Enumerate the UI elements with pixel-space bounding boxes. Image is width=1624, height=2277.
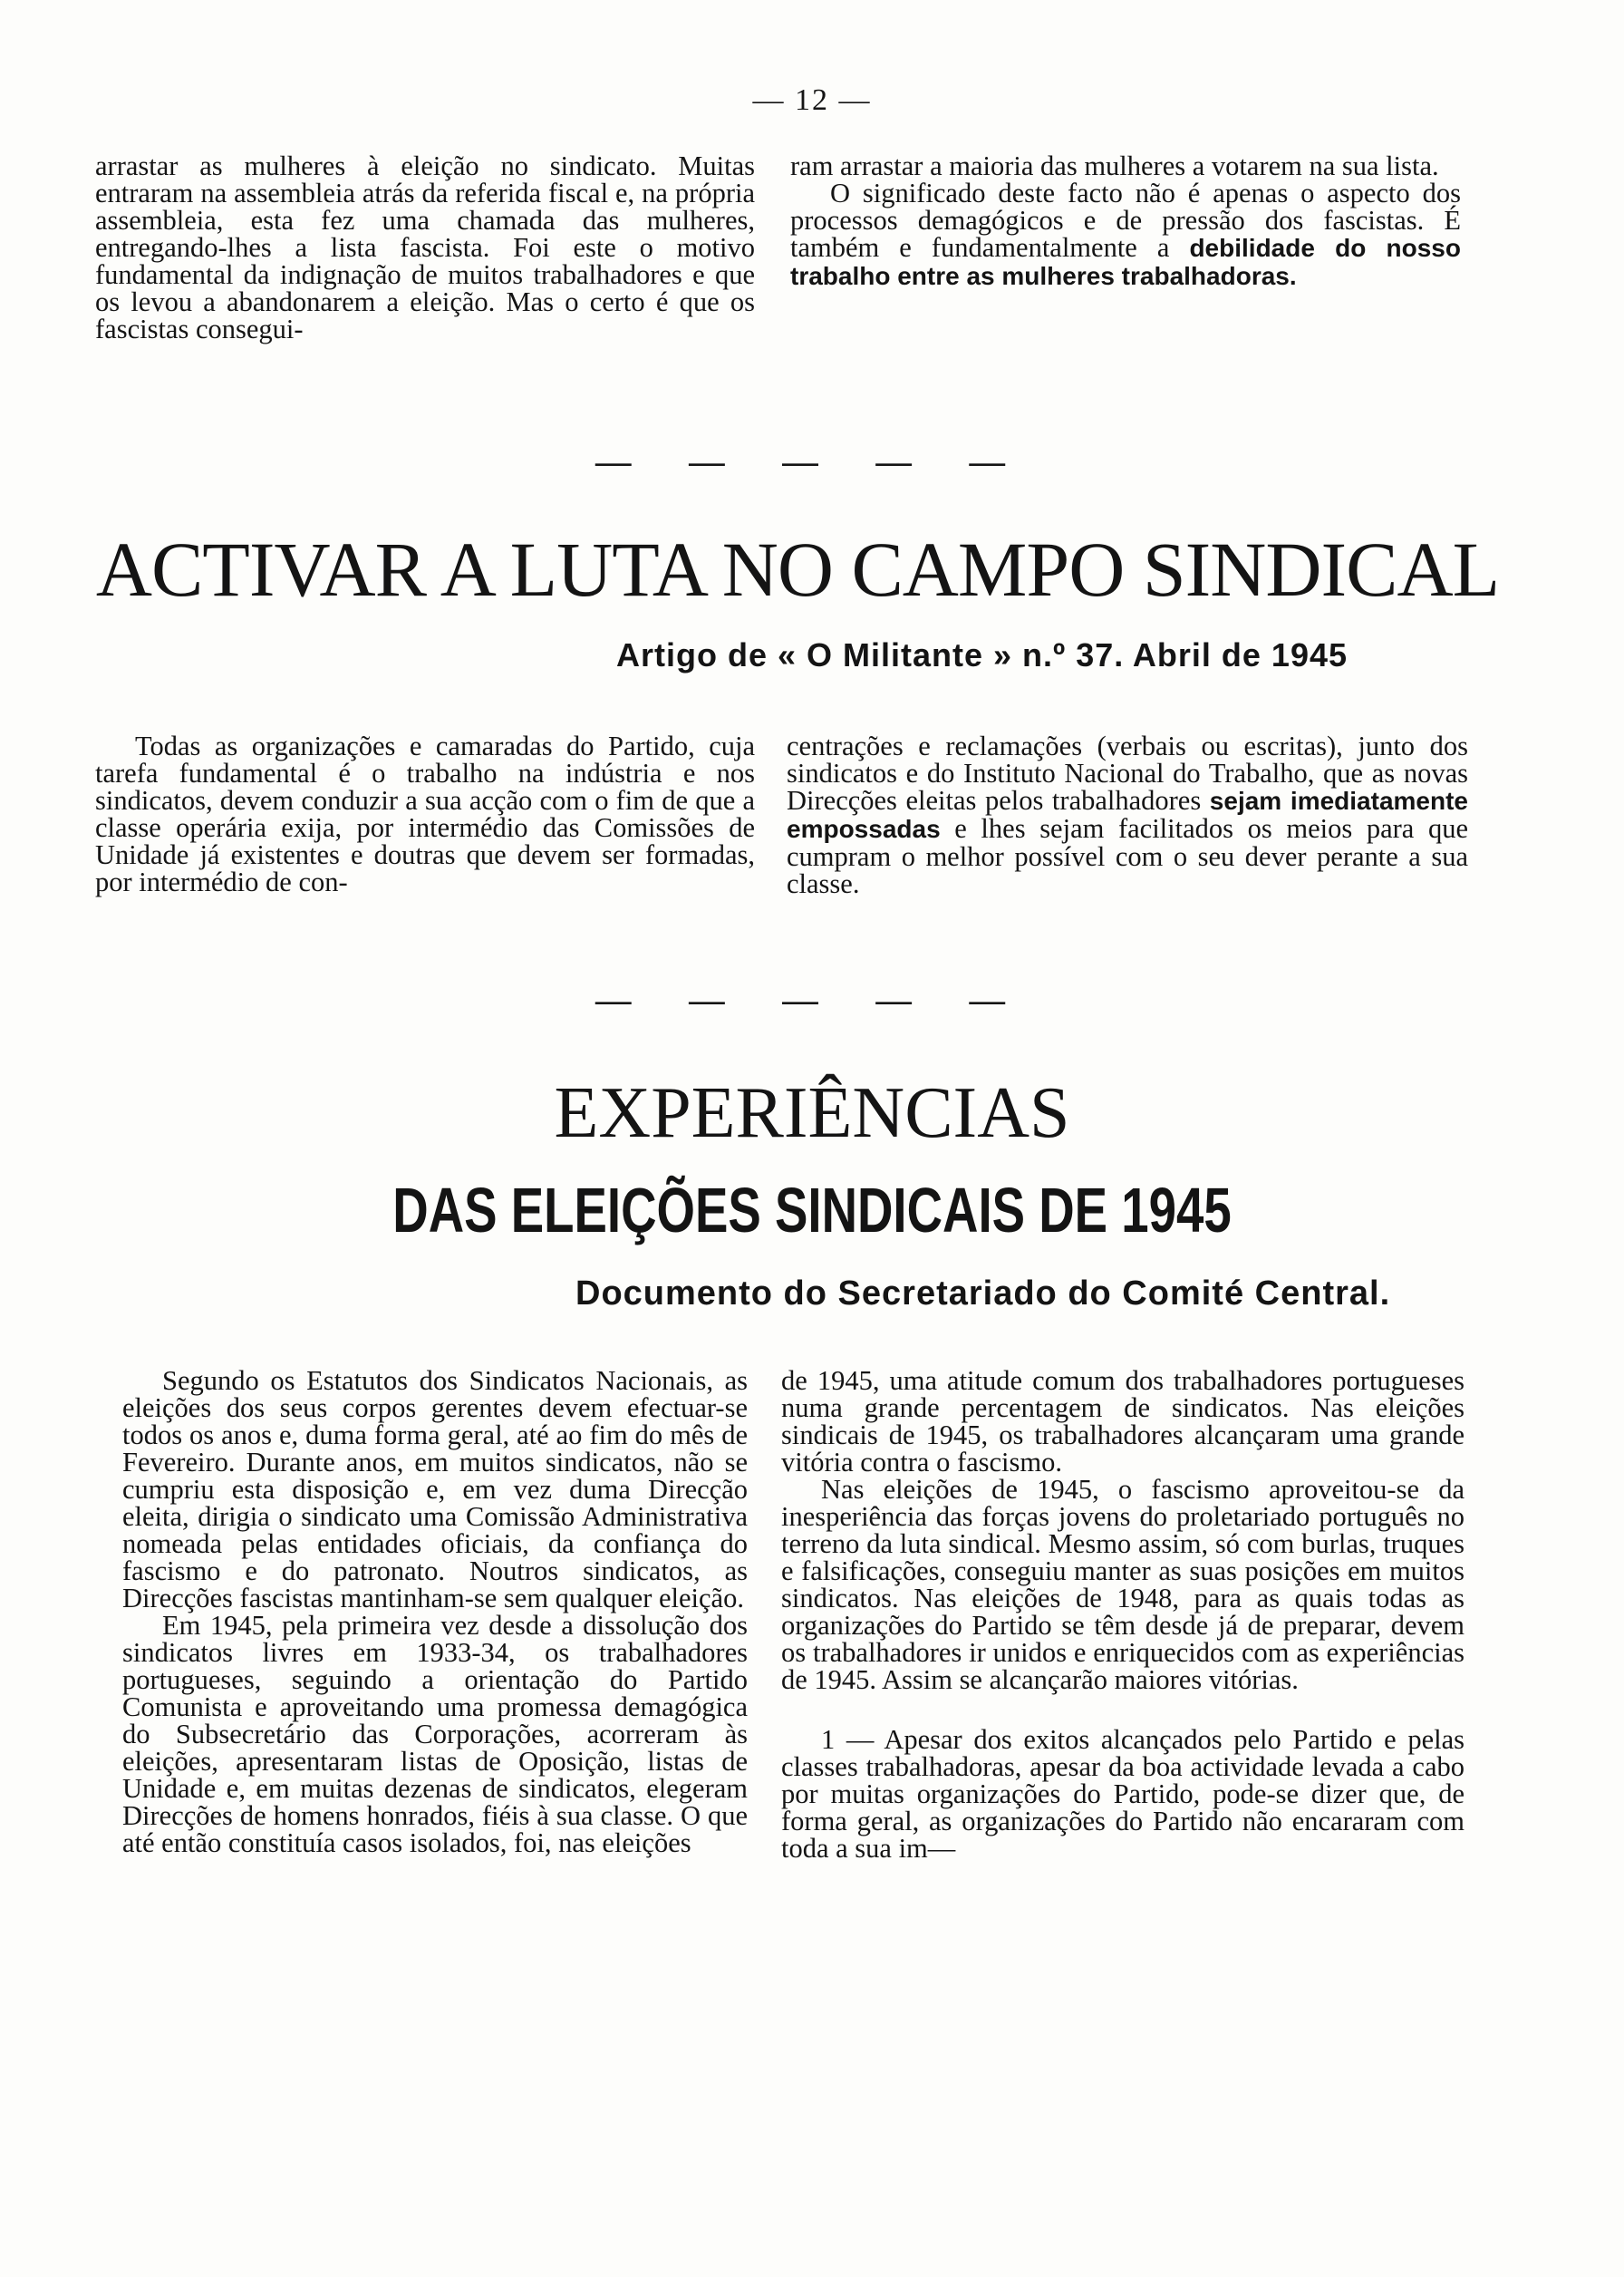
paragraph-text: centrações e reclamações (verbais ou escritas), junto dos sindicatos e do Instituto Nacional do Trabalho, que as novas Direcções eleitas pelos trabalhadores: [787, 731, 1468, 816]
paragraph-text: e lhes sejam facilitados os meios para que cumpram o melhor possível com o seu dever perante a sua classe.: [787, 813, 1468, 899]
paragraph: [787, 732, 1468, 897]
paragraph: Em 1945, pela primeira vez desde a dissolução dos sindicatos livres em 1933-34, os trabalhadores portugueses, seguindo a orientação do Partido Comunista e aproveitando uma promessa demagógica do Subsecretário das Corporações, acorreram às eleições, apresentaram listas de Oposição, listas de Unidade e, em muitas dezenas de sindicatos, elegeram Direcções de homens honrados, fiéis à sua classe. O que até então constituía casos isolados, foi, nas eleições: [122, 1610, 748, 1858]
article2-left-column: [122, 1367, 748, 1856]
paragraph: Nas eleições de 1945, o fascismo aproveitou-se da inesperiência das forças jovens do proletariado português no terreno da luta sindical. Mesmo assim, só com burlas, truques e falsificações, conseguiu manter as suas posições em muitos sindicatos. Nas eleições de 1948, para as quais todas as organizações do Partido se têm desde já de preparar, devem os trabalhadores ir unidos e enriquecidos com as experiências de 1945. Assim se alcançarão maiores vitórias.: [781, 1474, 1464, 1695]
page-number: — 12 —: [752, 83, 872, 117]
emphasis-text: sejam imediatamente empossadas: [787, 787, 1468, 843]
paragraph: ram arrastar a maioria das mulheres a votarem na sua lista.: [790, 150, 1439, 181]
paragraph: de 1945, uma atitude comum dos trabalhadores portugueses numa grande percentagem de sindicatos. Nas eleições sindicais de 1945, os trabalhadores alcançaram uma grande vitória contra o fascismo.: [781, 1365, 1464, 1478]
paragraph: Todas as organizações e camaradas do Partido, cuja tarefa fundamental é o trabalho na indústria e nos sindicatos, devem conduzir a sua acção com o fim de que a classe operária exija, por intermédio das Comissões de Unidade já existentes e doutras que devem ser formadas, por intermédio de con-: [95, 731, 755, 897]
emphasis-text: debilidade do nosso trabalho entre as mulheres trabalhadoras.: [790, 234, 1461, 290]
article-title: ACTIVAR A LUTA NO CAMPO SINDICAL: [95, 526, 1500, 613]
paragraph: Segundo os Estatutos dos Sindicatos Nacionais, as eleições dos seus corpos gerentes devem efectuar-se todos os anos e, duma forma geral, até ao fim do mês de Fevereiro. Durante anos, em muitos sindicatos, não se cumpriu esta disposição e, em vez duma Direcção eleita, dirigia o sindicato uma Comissão Administrativa nomeada pelas entidades oficiais, da confiança do fascismo e do patronato. Noutros sindicatos, as Direcções fascistas mantinham-se sem qualquer eleição.: [122, 1365, 748, 1613]
top-left-column: [95, 152, 755, 343]
article1-left-column: [95, 732, 755, 896]
article-source: Artigo de « O Militante » n.º 37. Abril de 1945: [616, 636, 1348, 673]
article-title-line1: EXPERIÊNCIAS: [554, 1073, 1070, 1153]
section-separator: — — — — —: [594, 981, 1030, 1021]
paragraph: arrastar as mulheres à eleição no sindicato. Muitas entraram na assembleia atrás da referida fiscal e, na própria assembleia, esta fez uma chamada das mulheres, entregando-lhes a lista fascista. Foi este o motivo fundamental da indignação de muitos trabalhadores e que os levou a abandonarem a eleição. Mas o certo é que os fascistas consegui-: [95, 150, 755, 344]
article-source: Documento do Secretariado do Comité Central.: [575, 1274, 1391, 1313]
paragraph: 1 — Apesar dos exitos alcançados pelo Partido e pelas classes trabalhadoras, apesar da boa actividade levada a cabo por muitas organizações do Partido, pode-se dizer que, de forma geral, as organizações do Partido não encararam com toda a sua im—: [781, 1724, 1464, 1864]
top-right-column: [790, 152, 1461, 290]
article2-right-column: [781, 1367, 1464, 1862]
article-title-line2: DAS ELEIÇÕES SINDICAIS DE 1945: [392, 1175, 1232, 1245]
paragraph: [790, 179, 1461, 290]
article1-right-column: [787, 732, 1468, 897]
paragraph-text: O significado deste facto não é apenas o aspecto dos processos demagógicos e de pressão dos fascistas. É também e fundamentalmente a: [790, 178, 1461, 263]
section-separator: — — — — —: [594, 442, 1030, 482]
